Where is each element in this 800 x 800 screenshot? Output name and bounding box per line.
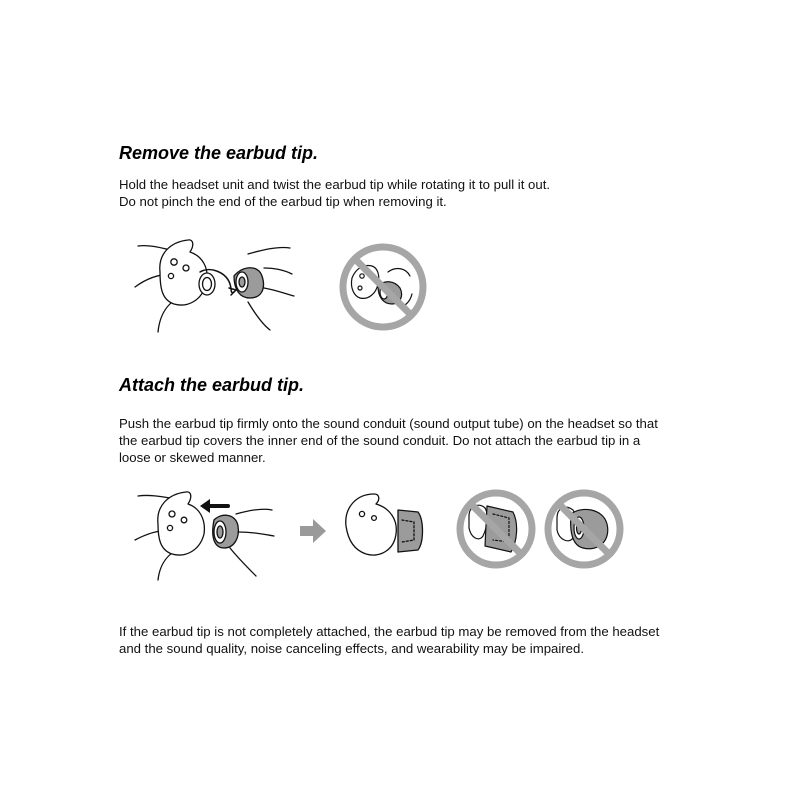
attach-instructions-line-1: Push the earbud tip firmly onto the sound conduit (sound output tube) on the headset so that — [119, 416, 658, 431]
attached-correctly-illustration — [340, 490, 430, 560]
remove-heading: Remove the earbud tip. — [119, 143, 319, 163]
attach-instructions-line-3: loose or skewed manner. — [119, 450, 266, 465]
warning-note — [119, 623, 659, 657]
attach-instructions — [119, 415, 658, 466]
prohibited-loose-icon — [543, 488, 625, 570]
attach-instructions-line-2: the earbud tip covers the inner end of the sound conduit. Do not attach the earbud tip in a — [119, 433, 641, 448]
prohibited-pinch-icon — [338, 242, 428, 332]
remove-instructions — [119, 176, 550, 210]
warning-note-line-2: and the sound quality, noise canceling effects, and wearability may be impaired. — [119, 641, 585, 656]
prohibited-skewed-icon — [455, 488, 537, 570]
right-arrow-icon — [300, 519, 326, 543]
attach-heading: Attach the earbud tip. — [119, 375, 305, 395]
remove-instructions-line-1: Hold the headset unit and twist the earbud tip while rotating it to pull it out. — [119, 177, 551, 192]
warning-note-line-1: If the earbud tip is not completely attached, the earbud tip may be removed from the headset — [119, 624, 660, 639]
attach-tip-illustration — [130, 484, 280, 584]
remove-instructions-line-2: Do not pinch the end of the earbud tip when removing it. — [119, 194, 447, 209]
remove-tip-illustration — [130, 232, 300, 337]
